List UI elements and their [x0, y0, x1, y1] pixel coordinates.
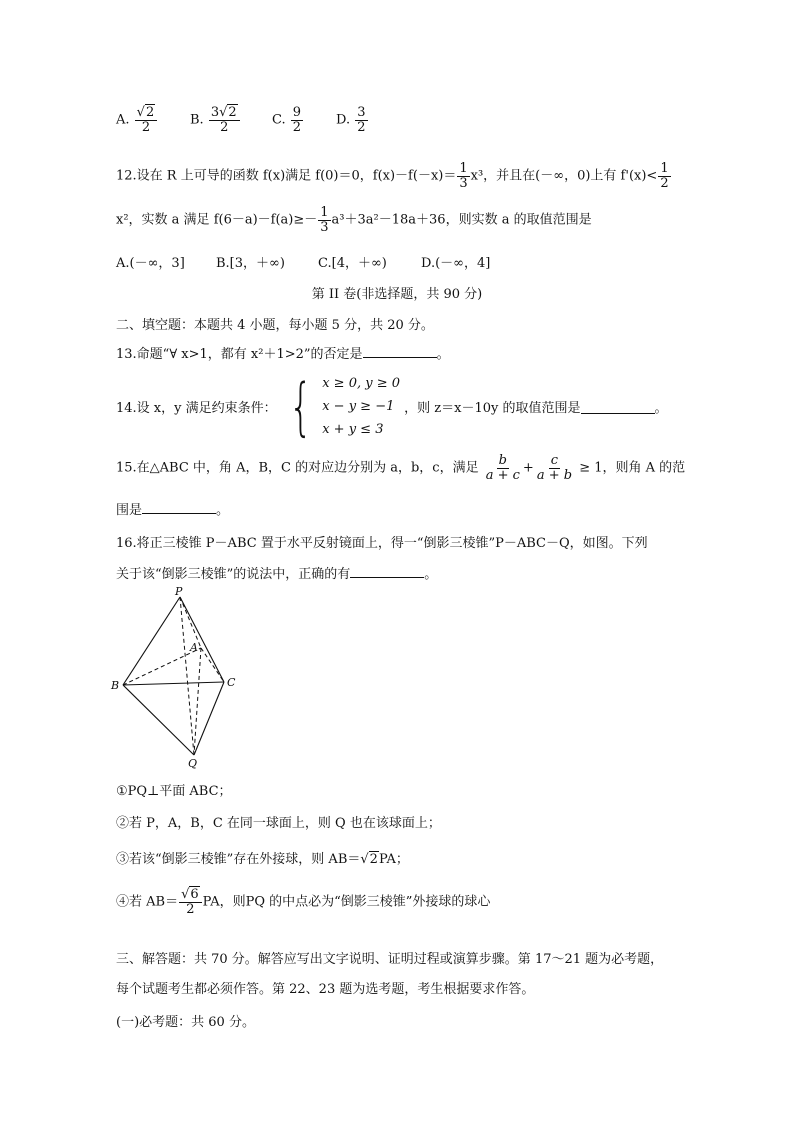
constraint-system: { x ≥ 0, y ≥ 0 x − y ≥ −1 x + y ≤ 3 — [288, 369, 401, 443]
q15-line1: 15.在△ABC 中，角 A，B，C 的对应边分别为 a，b，c，满足 $\frac{b}{a + c}$ + $\frac{c}{a + b}$ ≥ 1，则角 A 的范 — [116, 453, 686, 483]
answer-heading-line1: 三、解答题：共 70 分。解答应写出文字说明、证明过程或演算步骤。第 17～21 题为必考题， — [116, 952, 664, 967]
statement-1: ①PQ⊥平面 ABC； — [116, 784, 232, 799]
q15-line2: 围是 。 — [116, 499, 229, 518]
q12-option-c: C.[4，＋∞) — [318, 256, 387, 271]
answer-blank — [350, 564, 424, 578]
q14: 14.设 x，y 满足约束条件： { x ≥ 0, y ≥ 0 x − y ≥ −1 x + y ≤ 3 ，则 z＝x－10y 的取值范围是 。 — [116, 369, 668, 443]
edge-bc — [123, 682, 224, 685]
q11-option-d: D. $\frac{3}{2}$ — [336, 105, 366, 135]
edge-bq — [123, 685, 194, 755]
pyramid-figure — [108, 585, 244, 770]
q16-line1: 16.将正三棱锥 P－ABC 置于水平反射镜面上，得一“倒影三棱锥”P－ABC－Q，如图。下列 — [116, 536, 648, 551]
answer-blank — [142, 500, 216, 514]
label-q: Q — [188, 757, 198, 770]
statement-4: ④若 AB＝ $\frac{√6}{2}$ PA，则PQ 的中点必为“倒影三棱锥”外接球的球心 — [116, 887, 491, 917]
edge-aq — [194, 648, 201, 755]
q13: 13.命题“∀ x>1，都有 x²＋1>2”的否定是 。 — [116, 343, 450, 362]
answer-heading-line2: 每个试题考生都必须作答。第 22、23 题为选考题，考生根据要求作答。 — [116, 982, 535, 997]
q11-option-c: C. $\frac{9}{2}$ — [272, 105, 302, 135]
q11-option-a: A. $\frac{√2}{2}$ — [116, 106, 158, 134]
q12-option-b: B.[3，＋∞) — [216, 256, 285, 271]
required-heading: (一)必考题：共 60 分。 — [116, 1015, 255, 1030]
fill-heading: 二、填空题：本题共 4 小题，每小题 5 分，共 20 分。 — [116, 318, 434, 333]
label-a: A — [190, 641, 198, 654]
q12-option-a: A.(－∞，3] — [116, 256, 185, 271]
edge-ac — [201, 648, 224, 682]
q12-line2: x²，实数 a 满足 f(6－a)－f(a)≥－ $\frac{1}{3}$ a³＋3a²－18a＋36，则实数 a 的取值范围是 — [116, 205, 592, 235]
q11-option-b: B. $\frac{3√2}{2}$ — [190, 106, 241, 134]
q16-line2: 关于该“倒影三棱锥”的说法中，正确的有 。 — [116, 563, 437, 582]
statement-2: ②若 P，A，B，C 在同一球面上，则 Q 也在该球面上； — [116, 816, 441, 831]
label-c: C — [227, 676, 236, 689]
answer-blank — [363, 344, 437, 358]
statement-3: ③若该“倒影三棱锥”存在外接球，则 AB＝√2PA； — [116, 852, 409, 867]
q12-option-d: D.(－∞，4] — [421, 256, 491, 271]
label-p: P — [175, 585, 183, 598]
q12-line1: 12.设在 R 上可导的函数 f(x)满足 f(0)＝0，f(x)－f(－x)＝ $\frac{1}{3}$ x³，并且在(－∞，0)上有 f'(x)< $\frac{1}{2}$ — [116, 161, 669, 191]
label-b: B — [111, 679, 120, 692]
section2-header: 第 II 卷(非选择题，共 90 分) — [311, 287, 483, 302]
answer-blank — [581, 400, 655, 414]
